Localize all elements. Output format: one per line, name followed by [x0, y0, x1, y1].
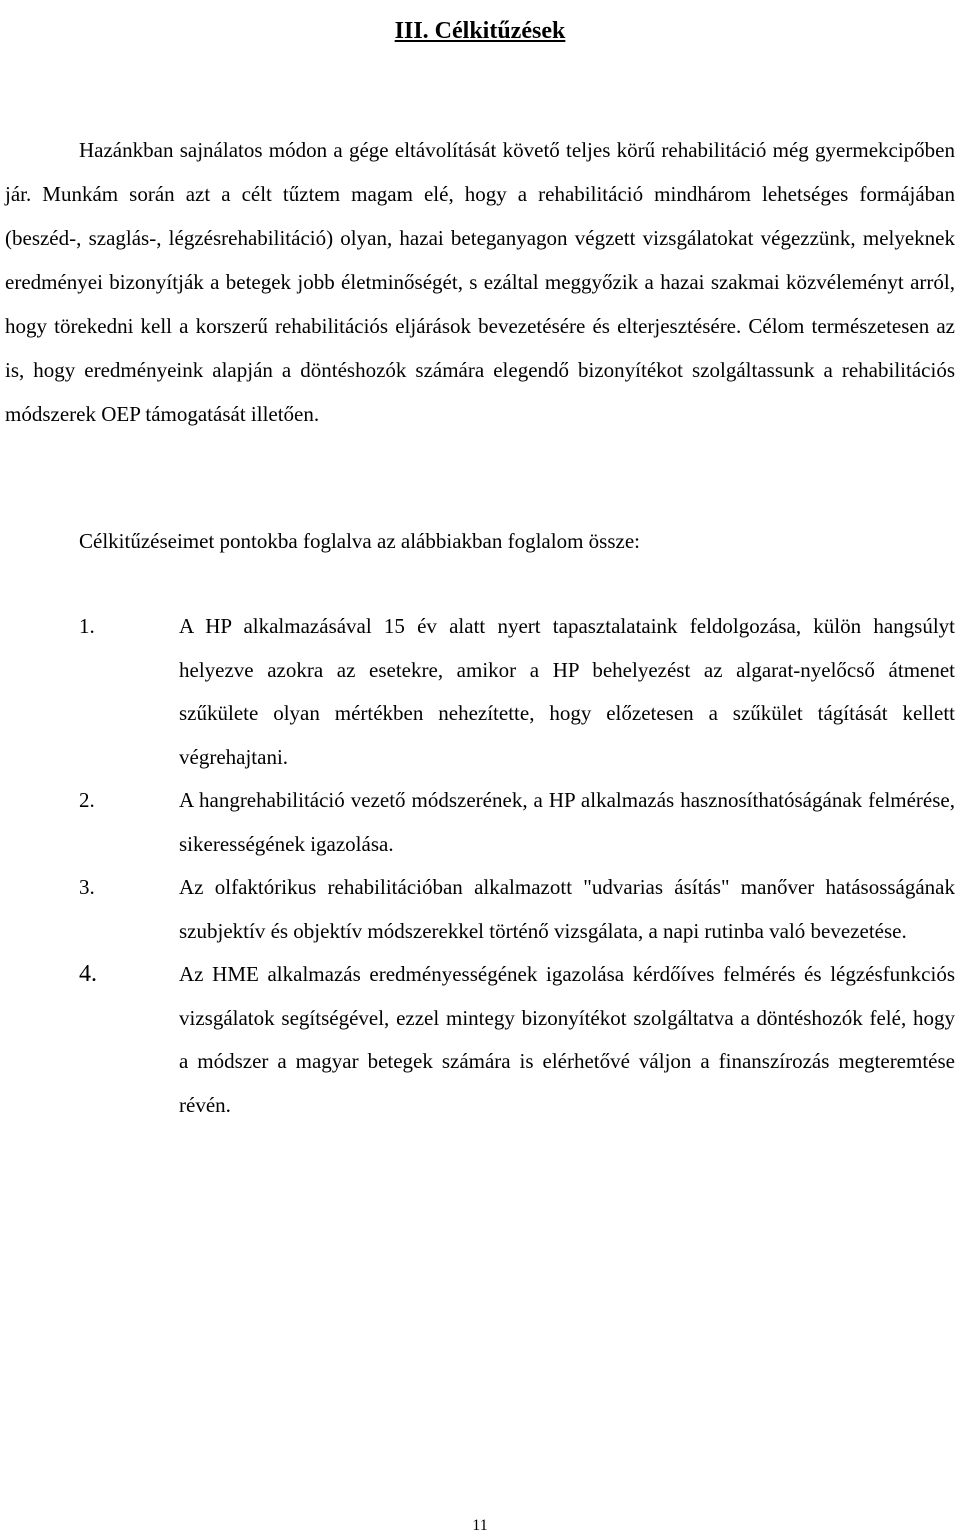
list-item	[0, 866, 960, 953]
list-item-number: 3.	[79, 875, 95, 899]
list-item-text: A hangrehabilitáció vezető módszerének, a HP alkalmazás hasznosíthatóságának felmérése, sikerességének igazolása.	[179, 788, 955, 856]
objectives-list	[0, 605, 960, 1127]
list-item-number: 2.	[79, 788, 95, 812]
page-number: 11	[472, 1517, 488, 1534]
body-paragraph: Hazánkban sajnálatos módon a gége eltávolítását követő teljes körű rehabilitáció még gyermekcipőben jár. Munkám során azt a célt tűztem magam elé, hogy a rehabilitáció mindhárom lehetséges formájában (beszéd-, szaglás-, légzésrehabilitáció) olyan, hazai beteganyagon végzett vizsgálatokat végezzünk, melyeknek eredményei bizonyítják a betegek jobb életminőségét, s ezáltal meggyőzik a hazai szakmai közvéleményt arról, hogy törekedni kell a korszerű rehabilitációs eljárások bevezetésére és elterjesztésére. Célom természetesen az is, hogy eredményeink alapján a döntéshozók számára elegendő bizonyítékot szolgáltassunk a rehabilitációs módszerek OEP támogatását illetően.	[5, 138, 955, 426]
list-item	[0, 953, 960, 1127]
list-item-number: 1.	[79, 614, 95, 638]
list-item-number: 4.	[79, 961, 97, 987]
list-item	[0, 605, 960, 779]
list-item-text: A HP alkalmazásával 15 év alatt nyert tapasztalataink feldolgozása, külön hangsúlyt helyezve azokra az esetekre, amikor a HP behelyezést az algarat-nyelőcső átmenet szűkülete olyan mértékben nehezítette, hogy előzetesen a szűkület tágítását kellett végrehajtani.	[179, 614, 955, 769]
list-item-text: Az olfaktórikus rehabilitációban alkalmazott "udvarias ásítás" manőver hatásosságának szubjektív és objektív módszerekkel történő vizsgálata, a napi rutinba való bevezetése.	[179, 875, 955, 943]
list-intro: Célkitűzéseimet pontokba foglalva az alábbiakban foglalom össze:	[79, 529, 640, 553]
section-heading: III. Célkitűzések	[394, 18, 566, 45]
list-item	[0, 779, 960, 866]
list-item-text: Az HME alkalmazás eredményességének igazolása kérdőíves felmérés és légzésfunkciós vizsgálatok segítségével, ezzel mintegy bizonyítékot szolgáltatva a döntéshozók felé, hogy a módszer a magyar betegek számára is elérhetővé váljon a finanszírozás megteremtése révén.	[179, 962, 955, 1117]
